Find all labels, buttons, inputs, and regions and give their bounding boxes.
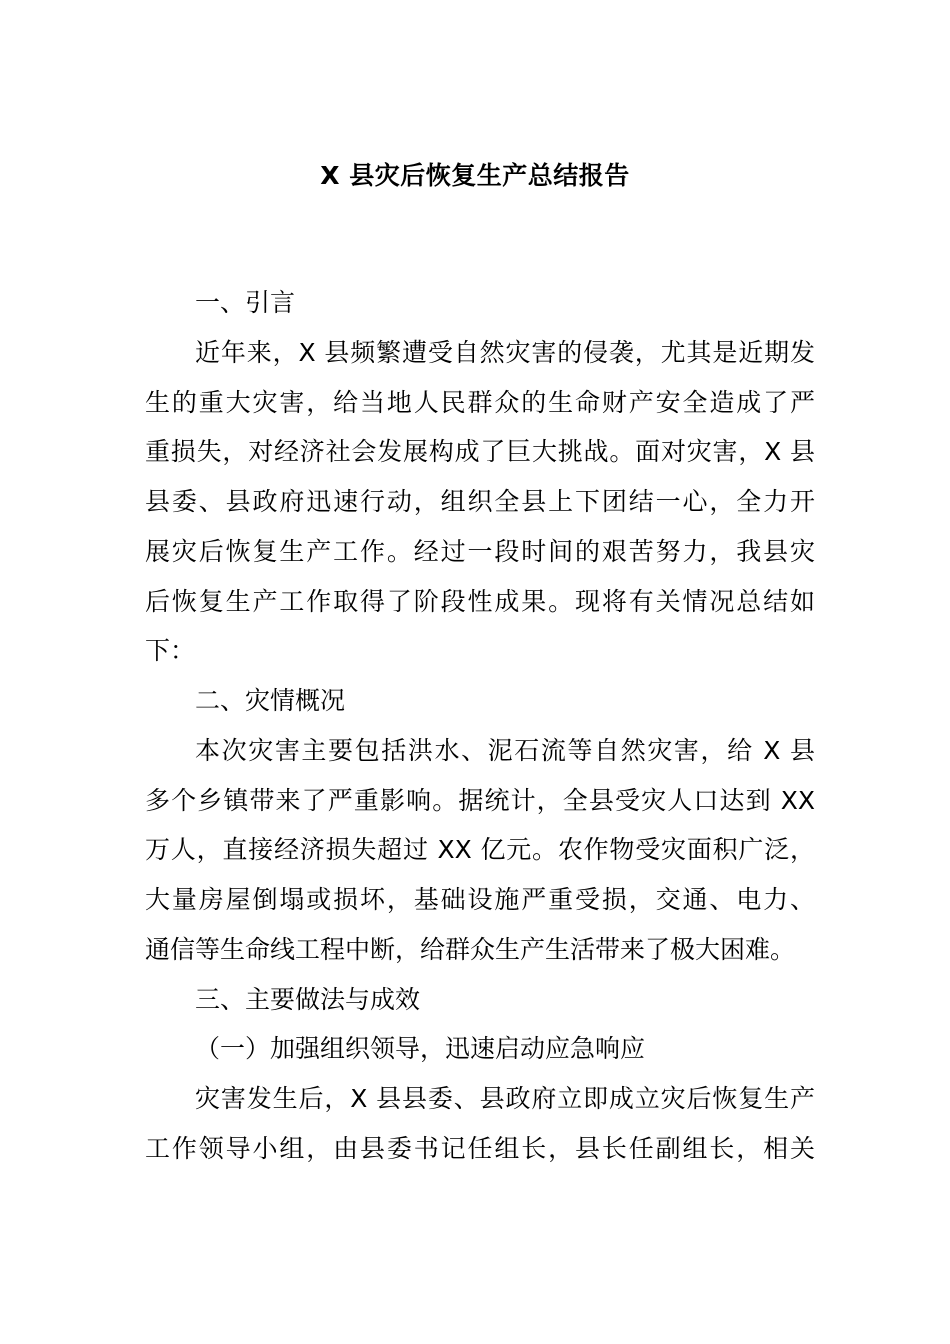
paragraph-line: 生的重大灾害，给当地人民群众的生命财产安全造成了严 (145, 388, 815, 417)
subsection-heading: （一）加强组织领导，迅速启动应急响应 (195, 1034, 646, 1063)
paragraph-line: 县委、县政府迅速行动，组织全县上下团结一心，全力开 (145, 487, 815, 516)
paragraph-line: 后恢复生产工作取得了阶段性成果。现将有关情况总结如 (145, 587, 815, 616)
document-title: X 县灾后恢复生产总结报告 (320, 161, 630, 190)
paragraph-line: 通信等生命线工程中断，给群众生产生活带来了极大困难。 (145, 935, 796, 964)
paragraph-line: 大量房屋倒塌或损坏，基础设施严重受损，交通、电力、 (145, 885, 815, 914)
paragraph-line: 近年来，X 县频繁遭受自然灾害的侵袭，尤其是近期发 (195, 338, 815, 367)
paragraph-line: 万人，直接经济损失超过 XX 亿元。农作物受灾面积广泛， (145, 835, 815, 864)
section-heading-intro: 一、引言 (195, 288, 296, 317)
paragraph-line: 灾害发生后，X 县县委、县政府立即成立灾后恢复生产 (195, 1084, 815, 1113)
paragraph-line: 下： (145, 636, 196, 665)
paragraph-line: 工作领导小组，由县委书记任组长，县长任副组长，相关 (145, 1134, 815, 1163)
paragraph-line: 本次灾害主要包括洪水、泥石流等自然灾害，给 X 县 (195, 736, 815, 765)
section-heading-main-measures: 三、主要做法与成效 (195, 985, 421, 1014)
paragraph-line: 展灾后恢复生产工作。经过一段时间的艰苦努力，我县灾 (145, 537, 815, 566)
paragraph-line: 多个乡镇带来了严重影响。据统计，全县受灾人口达到 XX (145, 786, 815, 815)
section-heading-disaster-overview: 二、灾情概况 (195, 686, 346, 715)
paragraph-line: 重损失，对经济社会发展构成了巨大挑战。面对灾害，X 县 (145, 437, 815, 466)
